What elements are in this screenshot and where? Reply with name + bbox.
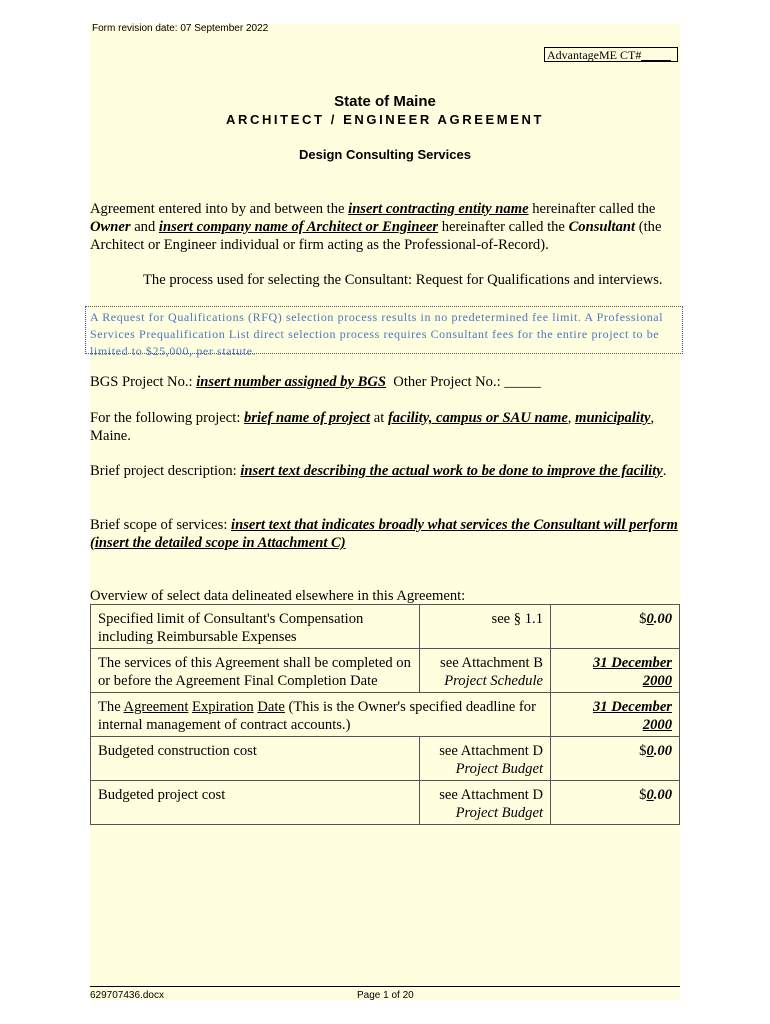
row-value: 31 December 2000 [551, 649, 680, 693]
overview-heading: Overview of select data delineated elsewhere in this Agreement: [90, 588, 466, 604]
revision-date: Form revision date: 07 September 2022 [92, 23, 269, 34]
company-placeholder[interactable]: insert company name of Architect or Engineer [158, 219, 439, 235]
scope-paragraph: Brief scope of services: insert text that indicates broadly what services the Consultant will perform (insert the detailed scope in Attachment C) [90, 517, 678, 551]
description-placeholder[interactable]: insert text describing the actual work to be done to improve the facility [240, 463, 663, 479]
footer-page-number: Page 1 of 20 [357, 990, 414, 1001]
title-services: Design Consulting Services [299, 147, 471, 162]
facility-placeholder[interactable]: facility, campus or SAU name [387, 410, 568, 426]
agreement-paragraph: Agreement entered into by and between the insert contracting entity name hereinafter called the Owner and insert company name of Architect or Engineer hereinafter called the Consultant (the Architect or Engineer individual or firm acting as the Professional-of-Record). [90, 201, 662, 253]
ct-label: AdvantageME CT# [547, 48, 642, 62]
title-state: State of Maine [334, 93, 436, 110]
project-paragraph: For the following project: brief name of project at facility, campus or SAU name, municipality, Maine. [90, 410, 655, 444]
table-row [91, 605, 680, 649]
bgs-number-placeholder[interactable]: insert number assigned by BGS [196, 374, 386, 390]
row-reference: see Attachment D Project Budget [420, 737, 551, 781]
process-paragraph: The process used for selecting the Consultant: Request for Qualifications and interviews. [143, 272, 663, 288]
rfq-note-box: A Request for Qualifications (RFQ) selection process results in no predetermined fee limit. A Professional Services Prequalification List direct selection process requires Consultant fees for the entire project to be limited to $25,000, per statute. [85, 306, 683, 354]
entity-placeholder[interactable]: insert contracting entity name [348, 201, 529, 217]
document-page [90, 24, 680, 1000]
footer-filename: 629707436.docx [90, 990, 164, 1001]
table-row [91, 781, 680, 825]
row-description: The Agreement Expiration Date (This is the Owner's specified deadline for internal management of contract accounts.) [91, 693, 551, 737]
footer-divider [90, 986, 680, 987]
description-paragraph: Brief project description: insert text describing the actual work to be done to improve the facility. [90, 463, 667, 479]
title-agreement: ARCHITECT / ENGINEER AGREEMENT [225, 112, 545, 127]
row-description: Budgeted construction cost [91, 737, 420, 781]
row-description: The services of this Agreement shall be completed on or before the Agreement Final Completion Date [91, 649, 420, 693]
overview-table [90, 604, 680, 825]
municipality-placeholder[interactable]: municipality [575, 410, 651, 426]
other-project-number[interactable]: _____ [504, 374, 541, 390]
table-row [91, 693, 680, 737]
row-value: 31 December 2000 [551, 693, 680, 737]
table-row [91, 737, 680, 781]
row-value: $0.00 [551, 781, 680, 825]
table-row [91, 649, 680, 693]
row-description: Specified limit of Consultant's Compensation including Reimbursable Expenses [91, 605, 420, 649]
row-reference: see § 1.1 [420, 605, 551, 649]
row-value: $0.00 [551, 737, 680, 781]
row-reference: see Attachment B Project Schedule [420, 649, 551, 693]
ct-blank [641, 50, 671, 61]
project-number-line: BGS Project No.: insert number assigned by BGS Other Project No.: _____ [90, 374, 541, 390]
row-reference: see Attachment D Project Budget [420, 781, 551, 825]
row-value: $0.00 [551, 605, 680, 649]
project-name-placeholder[interactable]: brief name of project [244, 410, 371, 426]
scope-placeholder[interactable]: insert text that indicates broadly what services the Consultant will perform (insert the detailed scope in Attachment C) [90, 517, 678, 551]
ct-number-box[interactable] [544, 47, 678, 62]
row-description: Budgeted project cost [91, 781, 420, 825]
